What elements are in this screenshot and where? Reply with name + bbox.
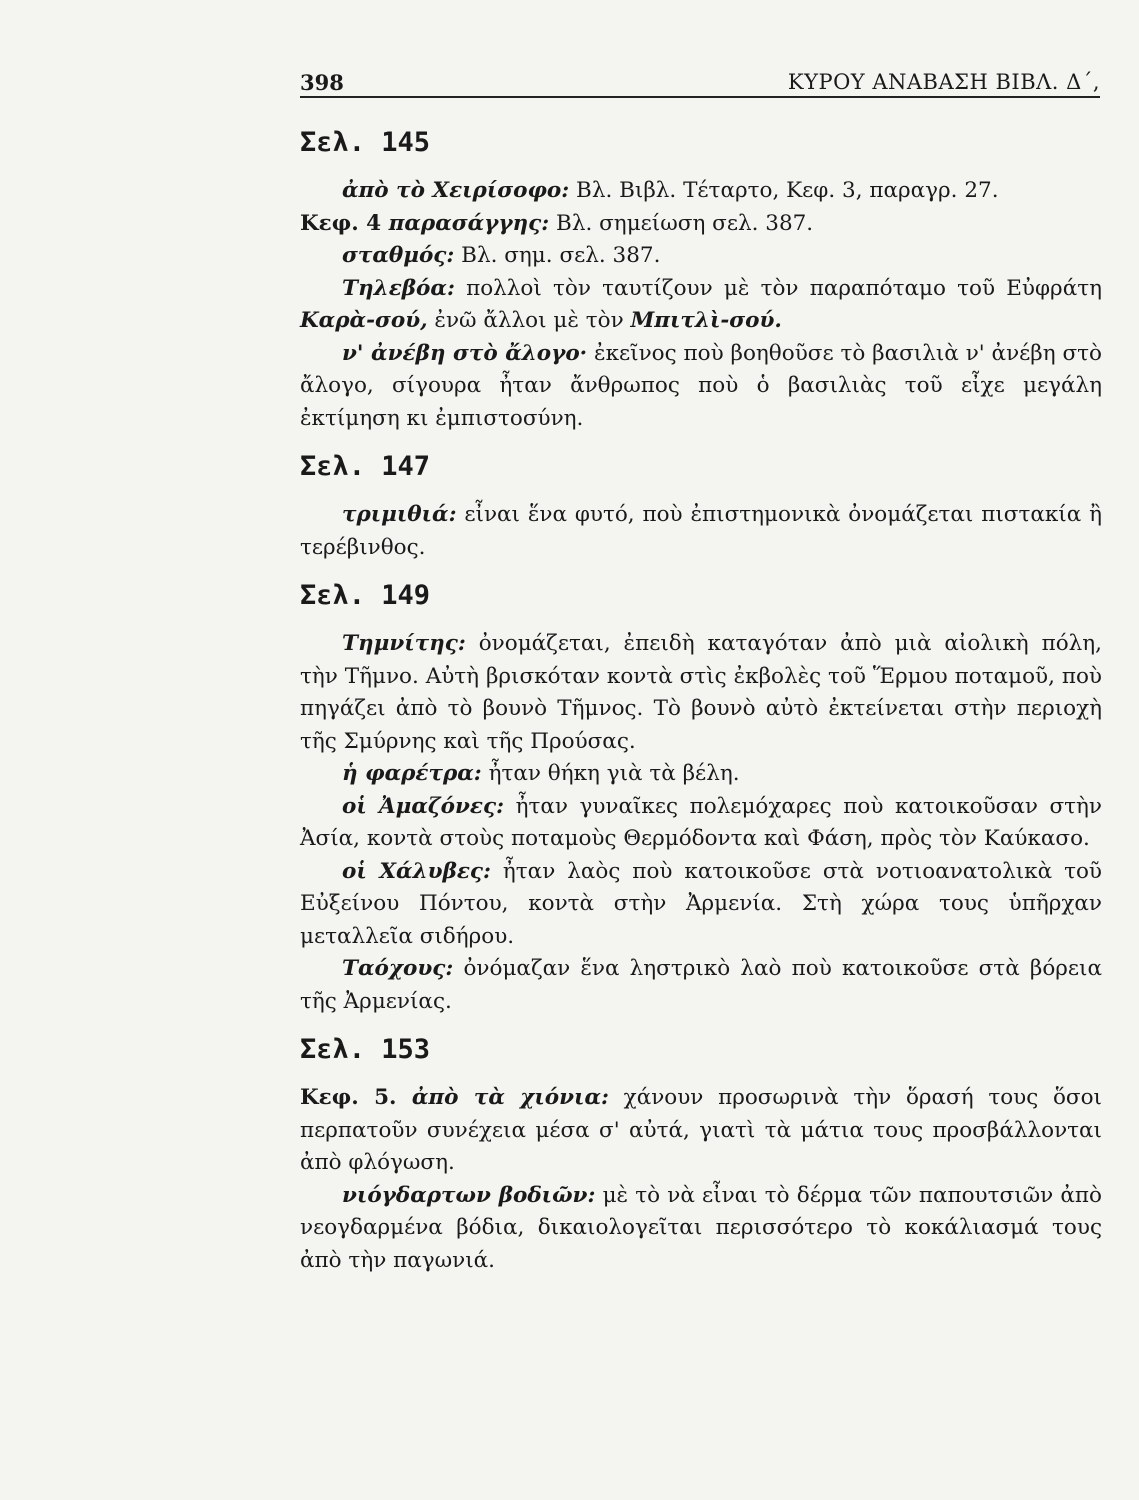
- note-text: Βλ. σημείωση σελ. 387.: [549, 210, 814, 236]
- note-term: Ταόχους:: [342, 956, 454, 981]
- note-entry: [300, 953, 1102, 1018]
- note-term: ἀπὸ τὰ χιόνια:: [411, 1085, 609, 1110]
- running-title: ΚΥΡΟΥ ΑΝΑΒΑΣΗ ΒΙΒΛ. Δ΄,: [787, 70, 1100, 94]
- note-text: χάνουν προσωρινὰ τὴν ὅρασή τους ὅσοι περπατοῦν συνέχεια μέσα σ' αὐτά, γιατὶ τὰ μάτια τους προσβάλλονται ἀπὸ φλόγωση.: [300, 1085, 1102, 1175]
- note-text: ἦταν θήκη γιὰ τὰ βέλη.: [481, 761, 740, 786]
- note-text: πολλοὶ τὸν ταυτίζουν μὲ τὸν παραπόταμο τοῦ Εὐφράτη: [454, 275, 1102, 301]
- note-text: μὲ τὸ νὰ εἶναι τὸ δέρμα τῶν παπουτσιῶν ἀπὸ νεογδαρμένα βόδια, δικαιολογεῖται περισσότερο τὸ κοκάλιασμά τους ἀπὸ τὴν παγωνιά.: [300, 1182, 1102, 1273]
- note-term: νιόγδαρτων βοδιῶν:: [342, 1182, 596, 1208]
- section-heading: Σελ. 147: [300, 451, 431, 482]
- note-text: εἶναι ἕνα φυτό, ποὺ ἐπιστημονικὰ ὀνομάζεται πιστακία ἢ τερέβινθος.: [300, 502, 1102, 560]
- note-text: Βλ. σημ. σελ. 387.: [454, 243, 661, 268]
- note-text: ὀνομάζεται, ἐπειδὴ καταγόταν ἀπὸ μιὰ αἰολικὴ πόλη, τὴν Τῆμνο. Αὐτὴ βρισκόταν κοντὰ στὶς ἐκβολὲς τοῦ Ἕρμου ποταμοῦ, ποὺ πηγάζει ἀπὸ τὸ βουνὸ Τῆμνος. Τὸ βουνὸ αὐτὸ ἐκτείνεται στὴν περιοχὴ τῆς Σμύρνης καὶ τῆς Προύσας.: [300, 631, 1102, 754]
- note-term: Μπιτλὶ-σού.: [630, 308, 782, 333]
- note-entry: [300, 175, 1102, 208]
- note-entry: [300, 208, 1102, 241]
- note-text: ἦταν γυναῖκες πολεμόχαρες ποὺ κατοικοῦσαν στὴν Ἀσία, κοντὰ στοὺς ποταμοὺς Θερμόδοντα καὶ Φάση, πρὸς τὸν Καύκασο.: [300, 793, 1102, 851]
- section-heading: Σελ. 149: [300, 580, 431, 611]
- note-term: οἱ Ἀμαζόνες:: [342, 793, 505, 819]
- note-entry: [300, 499, 1102, 564]
- note-entry: [300, 791, 1102, 856]
- note-term: οἱ Χάλυβες:: [342, 858, 491, 884]
- section-heading: Σελ. 153: [300, 1034, 431, 1065]
- note-term: παρασάγγης:: [388, 210, 550, 236]
- chapter-ref: Κεφ. 4: [300, 210, 389, 236]
- note-term: τριμιθιά:: [342, 502, 457, 527]
- note-text: ὀνόμαζαν ἕνα ληστρικὸ λαὸ ποὺ κατοικοῦσε στὰ βόρεια τῆς Ἀρμενίας.: [300, 956, 1102, 1014]
- note-entry: [300, 856, 1102, 954]
- note-term: ἡ φαρέτρα:: [342, 761, 482, 786]
- note-entry: [300, 1180, 1102, 1278]
- note-term: σταθμός:: [342, 243, 455, 268]
- note-entry: [300, 1082, 1102, 1180]
- note-term: ἀπὸ τὸ Χειρίσοφο:: [342, 178, 570, 203]
- note-term: ν' ἀνέβη στὸ ἄλογο·: [342, 340, 588, 366]
- page-number: 398: [300, 70, 344, 95]
- note-term: Καρὰ-σού,: [300, 308, 428, 333]
- note-entry: [300, 758, 1102, 791]
- note-term: Τημνίτης:: [342, 631, 466, 656]
- chapter-ref: Κεφ. 5.: [300, 1085, 412, 1110]
- note-text: ἐνῶ ἄλλοι μὲ τὸν: [427, 308, 631, 333]
- note-text: ἐκεῖνος ποὺ βοηθοῦσε τὸ βασιλιὰ ν' ἀνέβη στὸ ἄλογο, σίγουρα ἦταν ἄνθρωπος ποὺ ὁ βασιλιὰς τοῦ εἶχε μεγάλη ἐκτίμηση κι ἐμπιστοσύνη.: [300, 340, 1102, 431]
- note-entry: [300, 338, 1102, 436]
- section-heading: Σελ. 145: [300, 127, 431, 158]
- notes-content: [300, 125, 1102, 1277]
- note-entry: [300, 273, 1102, 338]
- note-text: Βλ. Βιβλ. Τέταρτο, Κεφ. 3, παραγρ. 27.: [569, 178, 999, 203]
- note-term: Τηλεβόα:: [342, 275, 455, 301]
- note-entry: [300, 628, 1102, 758]
- note-entry: [300, 240, 1102, 273]
- page-header: [300, 62, 1100, 98]
- note-text: ἦταν λαὸς ποὺ κατοικοῦσε στὰ νοτιοανατολικὰ τοῦ Εὐξείνου Πόντου, κοντὰ στὴν Ἀρμενία. Στὴ χώρα τους ὑπῆρχαν μεταλλεῖα σιδήρου.: [300, 858, 1102, 949]
